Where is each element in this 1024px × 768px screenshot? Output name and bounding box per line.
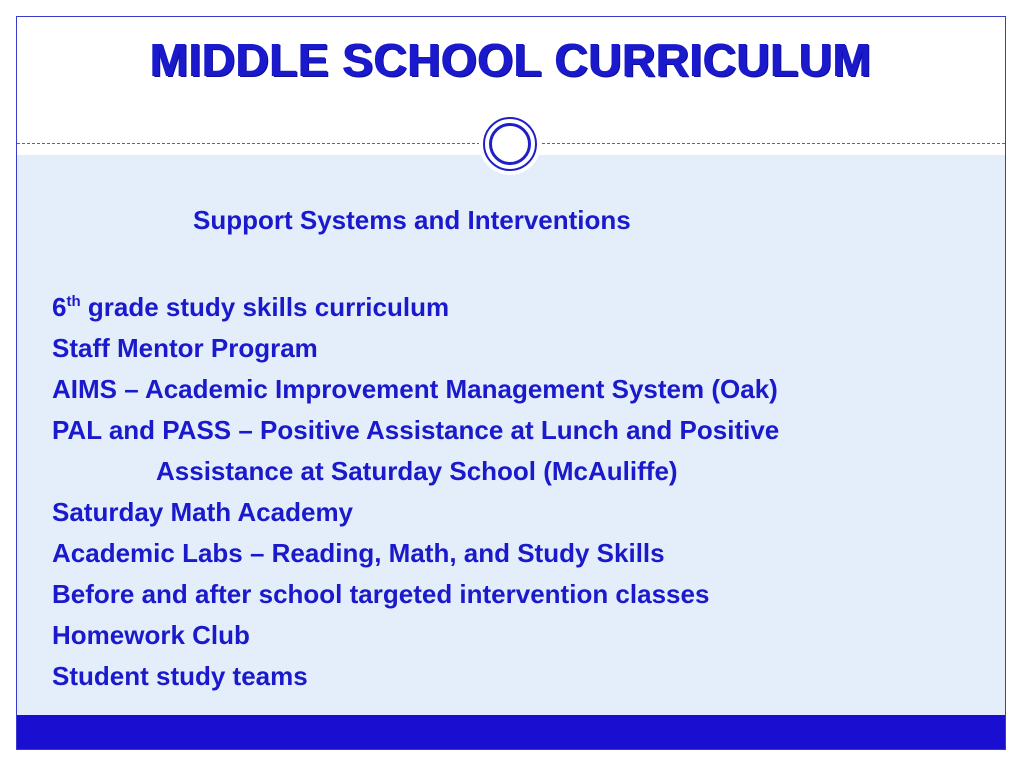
list-item-text: Staff Mentor Program <box>52 333 318 363</box>
list-item-text: Saturday Math Academy <box>52 497 354 527</box>
list-item-continuation: Assistance at Saturday School (McAuliffe) <box>156 456 678 486</box>
list-item <box>52 287 779 328</box>
list-item-text: AIMS – Academic Improvement Management System (Oak) <box>52 374 778 404</box>
list-item-text: Academic Labs – Reading, Math, and Study Skills <box>52 538 665 568</box>
list-item <box>52 615 779 656</box>
intervention-list <box>52 287 779 697</box>
slide-title: MIDDLE SCHOOL CURRICULUM <box>150 34 872 86</box>
double-ring-icon <box>479 113 541 175</box>
grade-number: 6 <box>52 292 67 322</box>
list-item-text: Homework Club <box>52 620 250 650</box>
footer-bar <box>17 715 1005 749</box>
list-item <box>52 369 779 410</box>
list-item-text: grade study skills curriculum <box>80 292 450 322</box>
section-subtitle: Support Systems and Interventions <box>193 205 631 235</box>
list-item <box>52 533 779 574</box>
list-item <box>52 574 779 615</box>
list-item-text: Student study teams <box>52 661 308 691</box>
slide <box>16 16 1006 750</box>
ordinal-suffix: th <box>66 293 81 310</box>
list-item <box>52 492 779 533</box>
list-item-text: PAL and PASS – Positive Assistance at Lunch and Positive <box>52 415 780 445</box>
inner-ring <box>489 123 531 165</box>
list-item-text: Before and after school targeted intervention classes <box>52 579 710 609</box>
list-item <box>52 410 779 492</box>
list-item <box>52 656 779 697</box>
list-item <box>52 328 779 369</box>
